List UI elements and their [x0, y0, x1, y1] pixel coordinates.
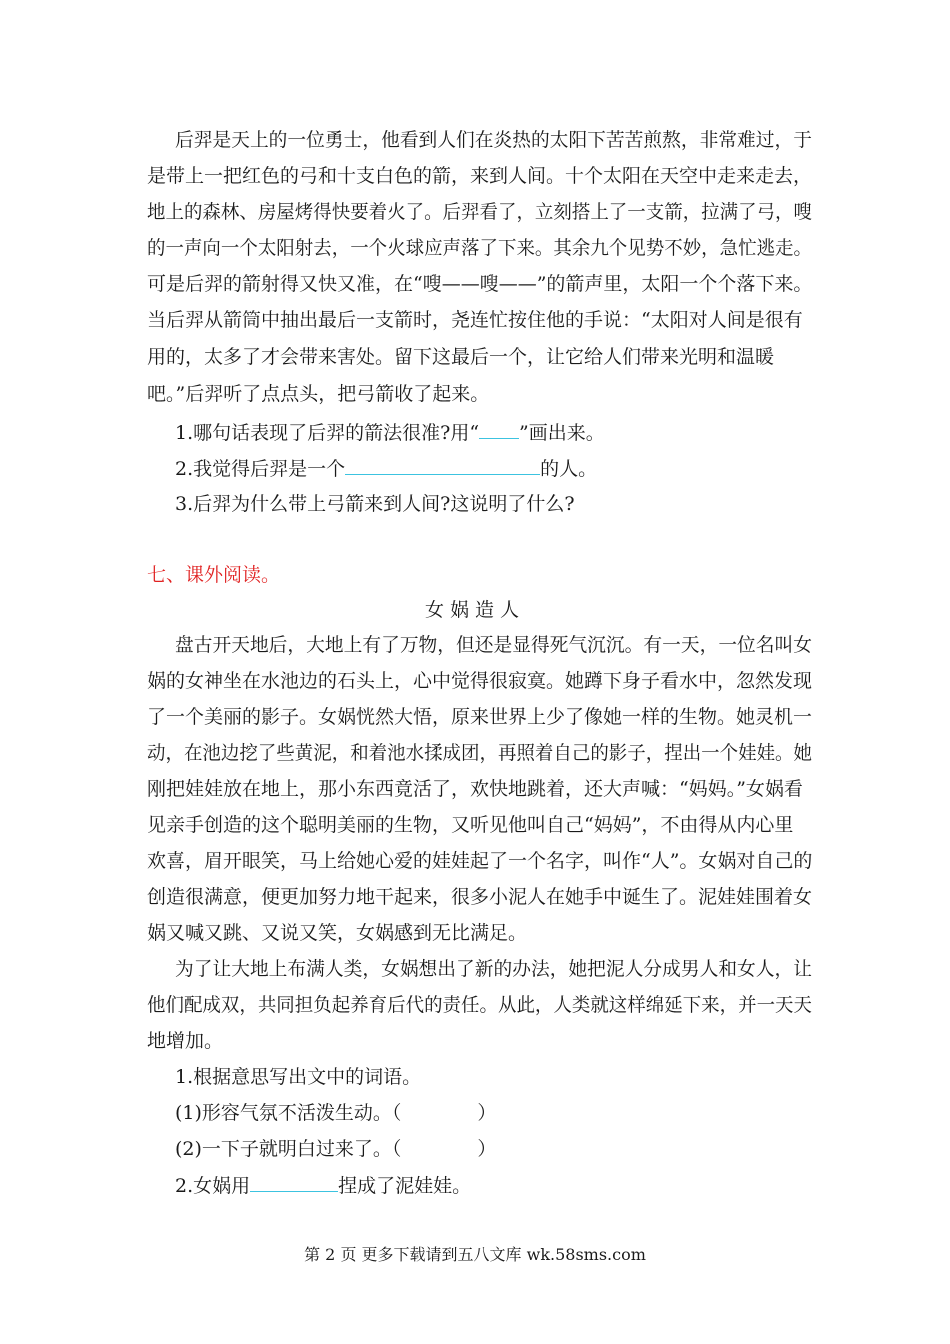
- story-title: 女娲造人: [424, 599, 525, 621]
- page-footer: 第 2 页 更多下载请到五八文库 wk.58sms.com: [304, 1245, 646, 1264]
- passage1-line-4: 的一声向一个太阳射去，一个火球应声落了下来。其余九个见势不妙，急忙逃走。: [147, 237, 813, 259]
- story-question-2: [175, 1173, 471, 1198]
- passage1-line-5: 可是后羿的箭射得又快又准，在“嗖——嗖——”的箭声里，太阳一个个落下来。: [147, 273, 813, 295]
- passage1-line-2: 是带上一把红色的弓和十支白色的箭，来到人间。十个太阳在天空中走来走去，: [147, 165, 813, 187]
- passage1-line-8: 吧。”后羿听了点点头，把弓箭收了起来。: [147, 383, 490, 405]
- story-para1-line-5: 刚把娃娃放在地上，那小东西竟活了，欢快地跳着，还大声喊：“妈妈。”女娲看: [147, 778, 803, 800]
- question-text: (1)形容气氛不活泼生动。（: [175, 1102, 402, 1124]
- story-para1-line-4: 动，在池边挖了些黄泥，和着池水揉成团，再照着自己的影子，捏出一个娃娃。她: [147, 742, 813, 764]
- story-question-1b: [175, 1137, 496, 1161]
- story-para1-line-1: 盘古开天地后，大地上有了万物，但还是显得死气沉沉。有一天，一位名叫女: [175, 634, 813, 656]
- story-question-1: 1.根据意思写出文中的词语。: [175, 1066, 422, 1088]
- story-para1-line-3: 了一个美丽的影子。女娲恍然大悟，原来世界上少了像她一样的生物。她灵机一: [147, 706, 813, 728]
- question-text: ”画出来。: [519, 422, 605, 444]
- story-question-1a: [175, 1101, 496, 1125]
- story-para2-line-2: 他们配成双，共同担负起养育后代的责任。从此，人类就这样绵延下来，并一天天: [147, 994, 813, 1016]
- passage1-line-6: 当后羿从箭筒中抽出最后一支箭时，尧连忙按住他的手说：“太阳对人间是很有: [147, 309, 803, 331]
- passage1-line-7: 用的，太多了才会带来害处。留下这最后一个，让它给人们带来光明和温暖: [147, 346, 775, 368]
- story-para1-line-9: 娲又喊又跳、又说又笑，女娲感到无比满足。: [147, 922, 528, 944]
- answer-blank[interactable]: [345, 456, 540, 475]
- answer-blank[interactable]: [250, 1173, 338, 1192]
- passage1-question-3: 3.后羿为什么带上弓箭来到人间?这说明了什么?: [175, 493, 575, 515]
- question-text: 1.哪句话表现了后羿的箭法很准?用“: [175, 422, 480, 444]
- story-para1-line-8: 创造很满意，便更加努力地干起来，很多小泥人在她手中诞生了。泥娃娃围着女: [147, 886, 813, 908]
- question-text: 捏成了泥娃娃。: [338, 1175, 472, 1197]
- story-para1-line-7: 欢喜，眉开眼笑，马上给她心爱的娃娃起了一个名字，叫作“人”。女娲对自己的: [147, 850, 813, 872]
- question-text: 的人。: [540, 458, 598, 480]
- passage1-line-1: 后羿是天上的一位勇士，他看到人们在炎热的太阳下苦苦煎熬，非常难过，于: [175, 129, 813, 151]
- section-heading: 七、课外阅读。: [147, 564, 281, 586]
- story-para1-line-2: 娲的女神坐在水池边的石头上，心中觉得很寂寞。她蹲下身子看水中，忽然发现: [147, 670, 813, 692]
- close-paren: ）: [477, 1102, 497, 1124]
- story-para2-line-1: 为了让大地上布满人类，女娲想出了新的办法，她把泥人分成男人和女人，让: [175, 958, 813, 980]
- passage1-line-3: 地上的森林、房屋烤得快要着火了。后羿看了，立刻搭上了一支箭，拉满了弓，嗖: [147, 201, 813, 223]
- question-text: (2)一下子就明白过来了。（: [175, 1138, 402, 1160]
- answer-blank[interactable]: [479, 420, 519, 439]
- story-para1-line-6: 见亲手创造的这个聪明美丽的生物，又听见他叫自己“妈妈”，不由得从内心里: [147, 814, 794, 836]
- passage1-question-2: [175, 456, 597, 481]
- story-para2-line-3: 地增加。: [147, 1030, 224, 1052]
- passage1-question-1: [175, 420, 605, 445]
- question-text: 2.女娲用: [175, 1175, 251, 1197]
- question-text: 2.我觉得后羿是一个: [175, 458, 346, 480]
- close-paren: ）: [477, 1138, 497, 1160]
